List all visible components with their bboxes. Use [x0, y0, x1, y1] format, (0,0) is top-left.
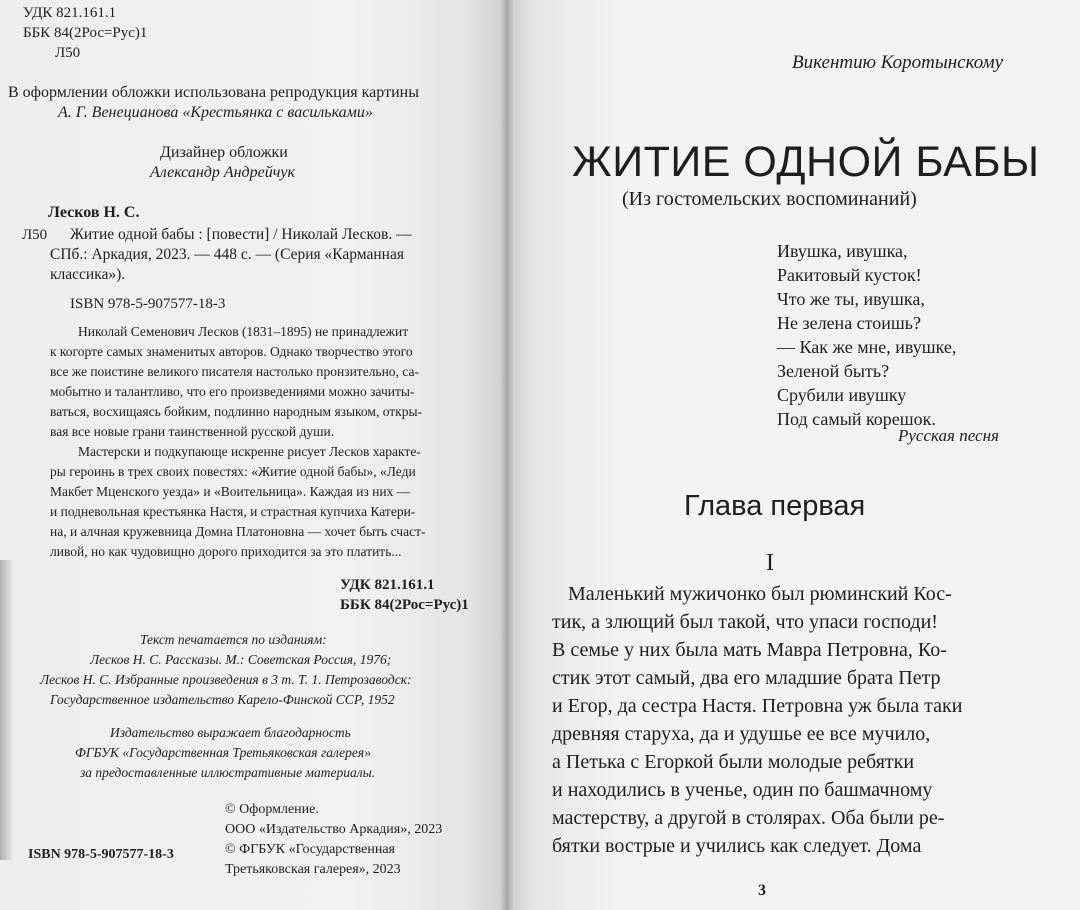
bbk-code: ББК 84(2Рос=Рус)1	[23, 25, 148, 41]
body-line: В семье у них была мать Мавра Петровна, Ко-	[552, 639, 947, 661]
annotation-line: вая все новые грани таинственной русской души.	[50, 424, 335, 439]
source-line: Государственное издательство Карело-Финской ССР, 1952	[50, 692, 395, 707]
body-line: бятки вострые и учились как следует. Дома	[552, 835, 922, 857]
poem-line: Что же ты, ивушка,	[777, 289, 925, 309]
poem-line: Не зелена стоишь?	[777, 313, 921, 333]
annotation-line: ливой, но как чудовищно дорого приходится за это платить...	[50, 544, 402, 559]
annotation-line: к когорте самых знаменитых авторов. Однако творчество этого	[50, 344, 413, 359]
copyright-line: © ФГБУК «Государственная	[225, 842, 395, 857]
thanks-line: ФГБУК «Государственная Третьяковская галерея»	[75, 745, 371, 760]
bbk-code-2: ББК 84(2Рос=Рус)1	[340, 597, 469, 613]
body-line: тик, а злющий был такой, что упаси господи!	[552, 611, 938, 633]
biblio-line-3: классика»).	[50, 266, 126, 283]
page-shadow	[0, 560, 14, 860]
body-line: Маленький мужичонко был рюминский Кос-	[568, 583, 952, 605]
biblio-line-2: СПб.: Аркадия, 2023. — 448 с. — (Серия «Карманная	[50, 246, 404, 263]
dedication: Викентию Коротынскому	[792, 52, 1004, 73]
annotation-line: мобытно и талантливо, что его произведениями можно зачиты-	[50, 384, 415, 399]
poem-line: Срубили ивушку	[777, 385, 907, 405]
left-page	[0, 0, 506, 910]
copyright-line: © Оформление.	[225, 802, 319, 817]
chapter-heading: Глава первая	[684, 490, 866, 522]
poem-line: Зеленой быть?	[777, 361, 890, 381]
poem-source: Русская песня	[898, 426, 999, 445]
page-number: 3	[758, 882, 766, 899]
author-mark: Л50	[55, 45, 81, 61]
copyright-line: ООО «Издательство Аркадия», 2023	[225, 822, 443, 837]
annotation-line: все же поистине великого писателя настолько пронзительно, са-	[50, 364, 419, 379]
cover-note-painting: А. Г. Венецианова «Крестьянка с васильками»	[58, 104, 373, 121]
annotation-line: ваться, восхищаясь бойким, подлинно народным языком, откры-	[50, 404, 423, 419]
udk-code-2: УДК 821.161.1	[340, 577, 435, 593]
book-title: ЖИТИЕ ОДНОЙ БАБЫ	[572, 138, 1040, 186]
poem-line: Ивушка, ивушка,	[777, 241, 908, 261]
biblio-line-1: Житие одной бабы : [повести] / Николай Лесков. —	[70, 226, 412, 243]
sources-heading: Текст печатается по изданиям:	[140, 632, 327, 647]
thanks-line: Издательство выражает благодарность	[110, 725, 351, 740]
source-line: Лесков Н. С. Избранные произведения в 3 т. Т. 1. Петрозаводск:	[40, 672, 412, 687]
book-subtitle: (Из гостомельских воспоминаний)	[622, 188, 917, 210]
annotation-line: ры героинь в трех своих повестях: «Житие одной бабы», «Леди	[50, 464, 416, 479]
annotation-line: на, и алчная кружевница Домна Платоновна — хочет быть счаст-	[50, 524, 426, 539]
poem-line: Ракитовый кусток!	[777, 265, 922, 285]
body-line: мастерству, а другой в столярах. Оба были ре-	[552, 807, 945, 829]
annotation-line: и подневольная крестьянка Настя, и страстная купчиха Катери-	[50, 504, 416, 519]
poem-line: Под самый корешок.	[777, 409, 936, 429]
designer-name: Александр Андрейчук	[150, 164, 295, 181]
annotation-line: Макбет Мценского уезда» и «Воительница». Каждая из них —	[50, 484, 411, 499]
section-number: I	[766, 550, 774, 576]
udk-code: УДК 821.161.1	[23, 5, 117, 21]
copyright-line: Третьяковская галерея», 2023	[225, 862, 401, 877]
cover-note-line: В оформлении обложки использована репродукция картины	[8, 84, 419, 101]
thanks-line: за предоставленные иллюстративные материалы.	[80, 765, 376, 780]
isbn-text: ISBN 978-5-907577-18-3	[70, 296, 226, 312]
biblio-mark: Л50	[22, 227, 48, 243]
body-line: а Петька с Егоркой были молодые ребятки	[552, 751, 915, 773]
right-page	[506, 0, 1080, 910]
annotation-line: Мастерски и подкупающе искренне рисует Лесков характе-	[78, 444, 421, 459]
annotation-line: Николай Семенович Лесков (1831–1895) не принадлежит	[78, 324, 409, 339]
body-line: и находились в ученье, один по башмачному	[552, 779, 933, 801]
book-gutter	[500, 0, 514, 910]
body-line: стик этот самый, два его младшие брата Петр	[552, 667, 941, 689]
body-line: и Егор, да сестра Настя. Петровна уж была таки	[552, 695, 963, 717]
poem-line: — Как же мне, ивушке,	[777, 337, 957, 357]
biblio-author: Лесков Н. С.	[48, 204, 140, 221]
designer-label: Дизайнер обложки	[160, 144, 288, 161]
source-line: Лесков Н. С. Рассказы. М.: Советская Россия, 1976;	[90, 652, 392, 667]
isbn-bottom: ISBN 978-5-907577-18-3	[28, 847, 174, 862]
body-line: древняя старуха, да и удушье ее все мучило,	[552, 723, 931, 745]
